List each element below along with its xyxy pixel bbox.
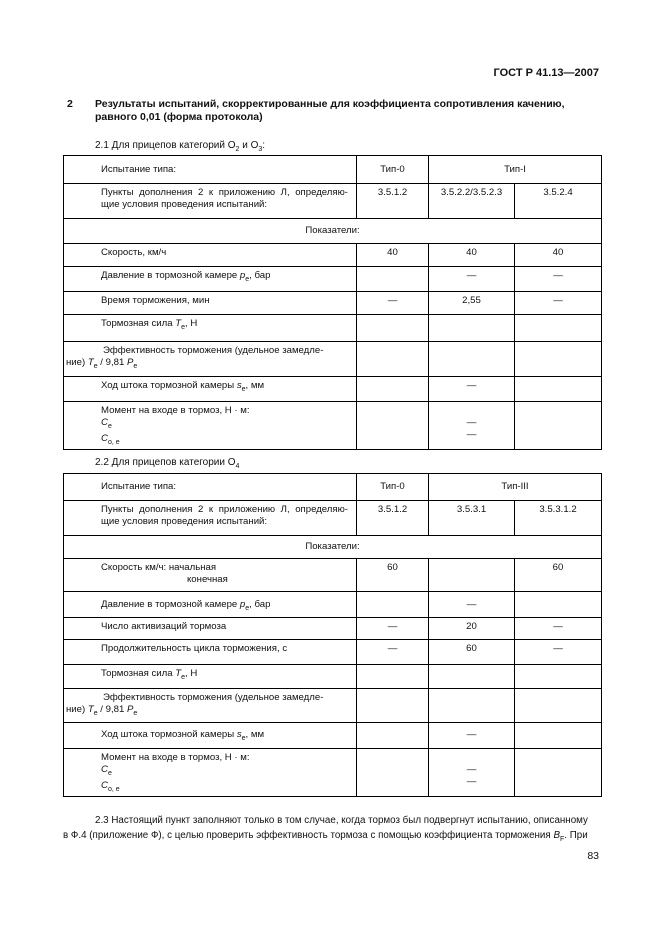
pressure-value: — [429, 592, 515, 618]
clause-cell: 3.5.1.2 [357, 501, 429, 536]
table-trailers-o2-o3 [63, 155, 602, 450]
braking-time-label: Время торможения, мин [64, 292, 357, 315]
brake-force-label: Тормозная сила $T_e$, Н [64, 315, 357, 342]
torque-values: — — [429, 402, 515, 450]
brake-force-label: Тормозная сила $T_e$, Н [64, 665, 357, 689]
cycle-value: 60 [429, 640, 515, 665]
pressure-value: — [429, 267, 515, 292]
braking-time-value: — [357, 292, 429, 315]
clause-cell: 3.5.3.1.2 [515, 501, 602, 536]
braking-time-value: — [515, 292, 602, 315]
type-0-header: Тип-0 [357, 474, 429, 501]
page-number: 83 [587, 850, 599, 862]
speed-value: 60 [515, 559, 602, 592]
section-number: 2 [67, 98, 73, 110]
stroke-value: — [429, 723, 515, 749]
section-title: Результаты испытаний, скорректированные для коэффициента сопротивления качению, равного 0,01 (форма протокола) [95, 98, 565, 123]
activations-value: 20 [429, 618, 515, 640]
torque-values: — — [429, 749, 515, 797]
speed-label: Скорость км/ч: начальная конечная [64, 559, 357, 592]
test-type-label: Испытание типа: [64, 474, 357, 501]
pressure-value: — [515, 267, 602, 292]
indicators-header: Показатели: [64, 219, 602, 244]
clause-cell: 3.5.3.1 [429, 501, 515, 536]
table1-caption: 2.1 Для прицепов категорий $O_2$ и $O_3$: [95, 140, 266, 153]
activations-value: — [357, 618, 429, 640]
torque-label: Момент на входе в тормоз, Н · м: $C_e$ $C_{o, e}$ [64, 749, 357, 797]
cycle-value: — [357, 640, 429, 665]
efficiency-label: Эффективность торможения (удельное замедле- ние) $T_e / 9,81$ $P_e$ [64, 689, 357, 723]
type-1-header: Тип-I [429, 156, 602, 184]
paragraph-2-3: 2.3 Настоящий пункт заполняют только в том случае, когда тормоз был подвергнут испытанию, описанному в Ф.4 (приложение Ф), с целью проверить эффективность тормоза с помощью коэффициента торможения $B_F$. При [63, 815, 588, 843]
activations-value: — [515, 618, 602, 640]
stroke-label: Ход штока тормозной камеры $s_e$, мм [64, 377, 357, 402]
clause-cell: 3.5.2.2/3.5.2.3 [429, 184, 515, 219]
stroke-label: Ход штока тормозной камеры $s_e$, мм [64, 723, 357, 749]
activations-label: Число активизаций тормоза [64, 618, 357, 640]
stroke-value: — [429, 377, 515, 402]
speed-value: 60 [357, 559, 429, 592]
torque-label: Момент на входе в тормоз, Н · м: $C_e$ $C_{o, e}$ [64, 402, 357, 450]
efficiency-label: Эффективность торможения (удельное замедле- ние) $T_e / 9,81$ $P_e$ [64, 342, 357, 377]
braking-time-value: 2,55 [429, 292, 515, 315]
speed-value: 40 [515, 244, 602, 267]
speed-value: 40 [357, 244, 429, 267]
pressure-label: Давление в тормозной камере $p_e$, бар [64, 267, 357, 292]
pressure-label: Давление в тормозной камере $p_e$, бар [64, 592, 357, 618]
clauses-label: Пункты дополнения 2 к приложению Л, определяю-щие условия проведения испытаний: [64, 184, 357, 219]
clause-cell: 3.5.2.4 [515, 184, 602, 219]
table-trailers-o4 [63, 473, 602, 797]
clauses-label: Пункты дополнения 2 к приложению Л, определяю-щие условия проведения испытаний: [64, 501, 357, 536]
indicators-header: Показатели: [64, 536, 602, 559]
cycle-value: — [515, 640, 602, 665]
speed-value: 40 [429, 244, 515, 267]
test-type-label: Испытание типа: [64, 156, 357, 184]
clause-cell: 3.5.1.2 [357, 184, 429, 219]
speed-label: Скорость, км/ч [64, 244, 357, 267]
table2-caption: 2.2 Для прицепов категории $O_4$ [95, 457, 240, 470]
type-0-header: Тип-0 [357, 156, 429, 184]
type-3-header: Тип-III [429, 474, 602, 501]
cycle-label: Продолжительность цикла торможения, с [64, 640, 357, 665]
standard-header: ГОСТ Р 41.13—2007 [493, 67, 599, 79]
